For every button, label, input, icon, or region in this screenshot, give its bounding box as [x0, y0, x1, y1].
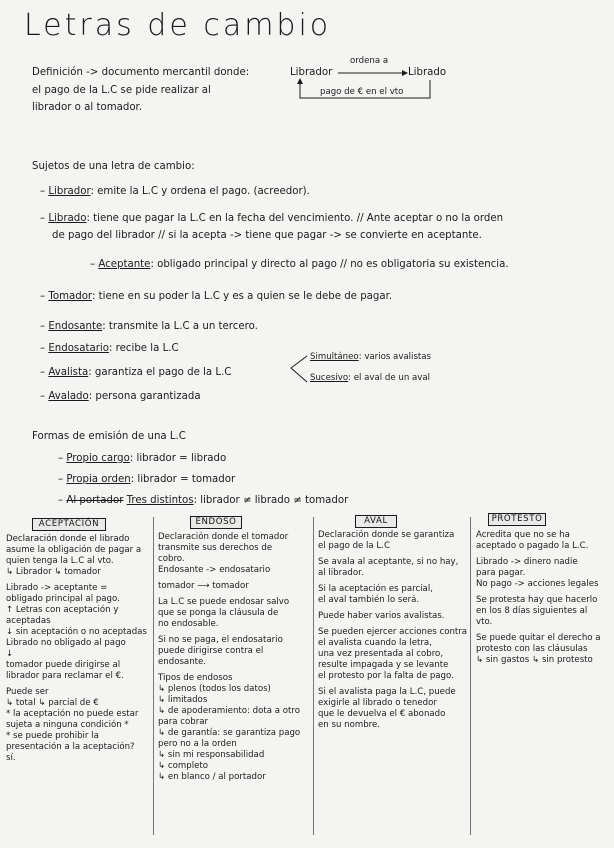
aceptacion-line: librador para reclamar el €. [6, 671, 124, 681]
forma-propio-cargo: – Propio cargo: librador = librado [58, 453, 227, 464]
sujeto-avalado: – Avalado: persona garantizada [40, 391, 201, 402]
aval-line: resulte impagada y se levante [318, 660, 449, 670]
aval-line: Puede haber varios avalistas. [318, 611, 445, 621]
protesto-heading: PROTESTO [488, 513, 546, 526]
aceptacion-line: sí. [6, 753, 16, 763]
aceptacion-line: Librado -> aceptante = [6, 583, 108, 593]
aval-heading: AVAL [355, 515, 397, 528]
endoso-line: Tipos de endosos [158, 673, 233, 683]
sujeto-librado: – Librado: tiene que pagar la L.C en la fecha del vencimiento. // Ante aceptar o no la orden [40, 213, 504, 224]
aval-line: el aval también lo será. [318, 595, 420, 605]
endoso-line: ↳ sin mi responsabilidad [158, 750, 265, 760]
aval-line: que le devuelva el € abonado [318, 709, 446, 719]
endoso-line: La L.C se puede endosar salvo [158, 597, 290, 607]
protesto-line: ↳ sin gastos ↳ sin protesto [476, 655, 593, 665]
sujeto-librado-cont: de pago del librador // si la acepta -> tiene que pagar -> se convierte en aceptante. [52, 230, 482, 241]
endoso-heading: ENDOSO [190, 516, 242, 529]
aceptacion-line: asume la obligación de pagar a [6, 545, 142, 555]
avalista-sucesivo: Sucesivo: el aval de un aval [310, 373, 431, 383]
sujetos-heading: Sujetos de una letra de cambio: [32, 161, 195, 172]
aval-line: el protesto por la falta de pago. [318, 671, 454, 681]
sujeto-aceptante: – Aceptante: obligado principal y directo al pago // no es obligatoria su existencia. [90, 259, 509, 270]
aceptacion-line: ↑ Letras con aceptación y aceptadas [6, 605, 119, 626]
aceptacion-line: obligado principal al pago. [6, 594, 120, 604]
endoso-line: ↳ completo [158, 761, 209, 771]
endoso-line: cobro. [158, 554, 185, 564]
endoso-line: ↳ de garantía: se garantiza pago pero no a la orden [158, 728, 301, 749]
protesto-column [476, 530, 612, 666]
definicion-line-3: librador o al tomador. [32, 102, 143, 113]
aval-line: Se avala al aceptante, si no hay, [318, 557, 459, 567]
column-divider [470, 517, 471, 835]
aceptacion-line: quien tenga la L.C al vto. [6, 556, 114, 566]
diagram-arrows-icon [290, 60, 450, 110]
protesto-line: Se puede quitar el derecho a [476, 633, 601, 643]
endoso-line: no endosable. [158, 619, 219, 629]
aceptacion-line: ↳ Librador ↳ tomador [6, 567, 101, 577]
aceptacion-heading: ACEPTACIÓN [32, 518, 106, 531]
protesto-line: Librado -> dinero nadie [476, 557, 578, 567]
endoso-line: puede dirigirse contra el [158, 646, 264, 656]
aceptacion-line: sujeta a ninguna condición * [6, 720, 129, 730]
forma-tres-distintos: – Al portador Tres distintos: librador ≠ librado ≠ tomador [58, 495, 349, 506]
sujeto-endosatario: – Endosatario: recibe la L.C [40, 343, 179, 354]
protesto-line: vto. [476, 617, 493, 627]
diagram-arrow-label: ordena a [350, 56, 389, 66]
avalista-simultaneo: Simultáneo: varios avalistas [310, 352, 432, 362]
endoso-line: Declaración donde el tomador [158, 532, 289, 542]
aval-line: el pago de la L.C [318, 541, 390, 551]
endoso-column [158, 532, 312, 783]
endoso-line: transmite sus derechos de [158, 543, 273, 553]
column-divider [313, 517, 314, 835]
diagram-return-label: pago de € en el vto [320, 87, 404, 97]
sujeto-endosante: – Endosante: transmite la L.C a un tercero. [40, 321, 258, 332]
endoso-line: ↳ de apoderamiento: dota a otro para cobrar [158, 706, 300, 727]
diagram-librado: Librado [408, 67, 447, 78]
aceptacion-line: ↓ [6, 649, 14, 659]
aval-line: exigirle al librado o tenedor [318, 698, 437, 708]
aval-line: al librador. [318, 568, 364, 578]
aceptacion-line: presentación a la aceptación? [6, 742, 135, 752]
endoso-line: Endosante -> endosatario [158, 565, 271, 575]
protesto-line: aceptado o pagado la L.C. [476, 541, 589, 551]
formas-heading: Formas de emisión de una L.C [32, 431, 186, 442]
aval-line: Se pueden ejercer acciones contra [318, 627, 468, 637]
endoso-line: endosante. [158, 657, 207, 667]
endoso-line: Si no se paga, el endosatario [158, 635, 283, 645]
aceptacion-line: Librado no obligado al pago [6, 638, 126, 648]
endoso-line: tomador ⟶ tomador [158, 581, 249, 591]
sujeto-avalista: – Avalista: garantiza el pago de la L.C [40, 367, 232, 378]
endoso-line: que se ponga la cláusula de [158, 608, 279, 618]
aceptacion-line: Declaración donde el librado [6, 534, 130, 544]
aval-line: el avalista cuando la letra, [318, 638, 432, 648]
definicion-line-1: Definición -> documento mercantil donde: [32, 67, 250, 78]
endoso-line: ↳ en blanco / al portador [158, 772, 266, 782]
aceptacion-line: ↓ sin aceptación o no aceptadas [6, 627, 147, 637]
sujeto-tomador: – Tomador: tiene en su poder la L.C y es a quien se le debe de pagar. [40, 291, 393, 302]
protesto-line: Acredita que no se ha [476, 530, 570, 540]
diagram-librador: Librador [290, 67, 333, 78]
aceptacion-line: * se puede prohibir la [6, 731, 99, 741]
page-title: Letras de cambio [24, 8, 332, 43]
protesto-line: para pagar. [476, 568, 526, 578]
avalista-bracket-icon [287, 352, 309, 386]
sujeto-librador: – Librador: emite la L.C y ordena el pago. (acreedor). [40, 186, 310, 197]
aval-line: una vez presentada al cobro, [318, 649, 444, 659]
endoso-line: ↳ plenos (todos los datos) [158, 684, 271, 694]
aceptacion-line: tomador puede dirigirse al [6, 660, 121, 670]
aval-line: en su nombre. [318, 720, 381, 730]
definicion-line-2: el pago de la L.C se pide realizar al [32, 85, 211, 96]
aval-line: Si el avalista paga la L.C, puede [318, 687, 456, 697]
aceptacion-line: ↳ total ↳ parcial de € [6, 698, 99, 708]
forma-propia-orden: – Propia orden: librador = tomador [58, 474, 236, 485]
protesto-line: Se protesta hay que hacerlo [476, 595, 598, 605]
protesto-line: en los 8 días siguientes al [476, 606, 588, 616]
aval-line: Declaración donde se garantiza [318, 530, 455, 540]
endoso-line: ↳ limitados [158, 695, 208, 705]
aceptacion-line: * la aceptación no puede estar [6, 709, 139, 719]
protesto-line: No pago -> acciones legales [476, 579, 599, 589]
aceptacion-line: Puede ser [6, 687, 49, 697]
aval-line: Si la aceptación es parcial, [318, 584, 433, 594]
aval-column [318, 530, 468, 731]
protesto-line: protesto con las cláusulas [476, 644, 588, 654]
column-divider [153, 517, 154, 835]
aceptacion-column [6, 534, 152, 764]
